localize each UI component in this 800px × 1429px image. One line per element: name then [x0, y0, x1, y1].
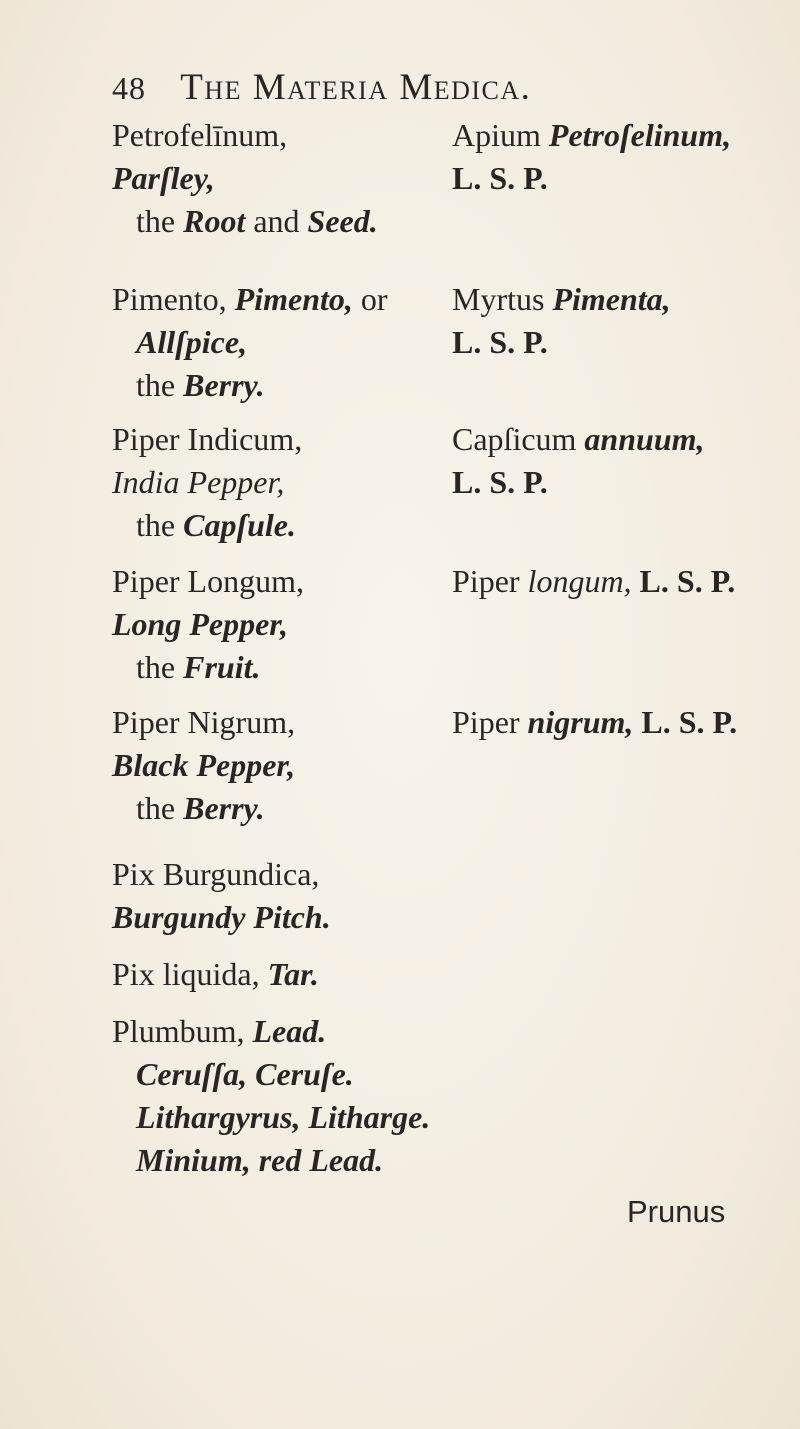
entry-part: the Berry.	[136, 790, 265, 826]
entry-linnaean: Piper nigrum, L. S. P.	[452, 704, 738, 740]
entry-name: Pimento, Pimento, or	[112, 281, 388, 317]
entry-name: Piper Indicum,	[112, 421, 303, 457]
running-header	[112, 66, 531, 109]
entry-english: Long Pepper,	[112, 606, 288, 642]
entry-part: the Capſule.	[136, 507, 296, 543]
entry-pharmacopoeia: L. S. P.	[452, 464, 548, 500]
entry-linnaean: Myrtus Pimenta,	[452, 281, 671, 317]
page-title: The Materia Medica.	[180, 67, 532, 108]
entry-pharmacopoeia: L. S. P.	[452, 160, 548, 196]
entry-part: the Fruit.	[136, 649, 261, 685]
entry-linnaean: Capſicum annuum,	[452, 421, 705, 457]
entry-linnaean: Piper longum, L. S. P.	[452, 563, 736, 599]
entry-english: Burgundy Pitch.	[112, 899, 331, 935]
entry-name: Pix Burgundica,	[112, 856, 320, 892]
entry-name: Petrofelīnum,	[112, 117, 288, 153]
entry-subitem: Ceruſſa, Ceruſe.	[136, 1056, 354, 1092]
entry-english: Allſpice,	[136, 324, 248, 360]
entry-name: Plumbum, Lead.	[112, 1013, 327, 1049]
page-number: 48	[112, 70, 146, 106]
entry-part: the Berry.	[136, 367, 265, 403]
entry-linnaean: Apium Petroſelinum,	[452, 117, 732, 153]
entry-english: Parſley,	[112, 160, 215, 196]
entry-name: Piper Longum,	[112, 563, 304, 599]
entry-name: Piper Nigrum,	[112, 704, 296, 740]
entry-pharmacopoeia: L. S. P.	[452, 324, 548, 360]
entry-part: the Root and Seed.	[136, 203, 378, 239]
catchword: Prunus	[627, 1194, 726, 1229]
entry-name: Pix liquida, Tar.	[112, 956, 319, 992]
entry-english: Black Pepper,	[112, 747, 296, 783]
entry-english: India Pepper,	[112, 464, 285, 500]
entry-subitem: Lithargyrus, Litharge.	[136, 1099, 431, 1135]
entry-subitem: Minium, red Lead.	[136, 1142, 384, 1178]
